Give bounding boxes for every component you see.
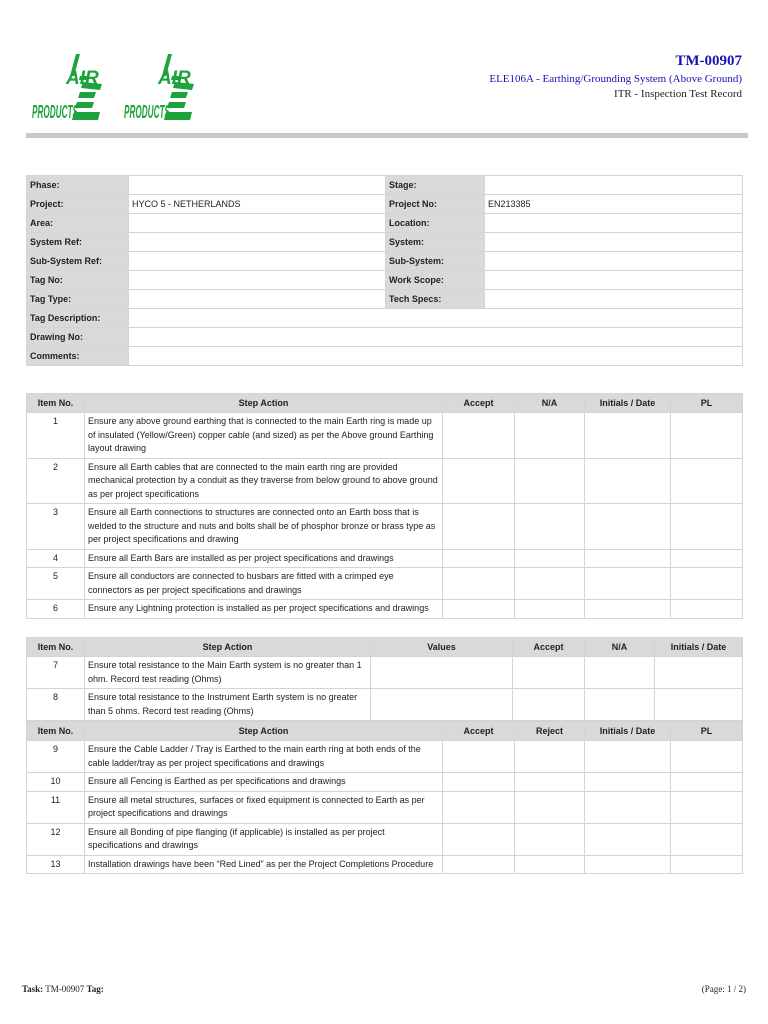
checklist-row — [27, 741, 743, 773]
item-number: 10 — [27, 773, 85, 792]
accept-cell[interactable] — [443, 413, 515, 459]
item-number: 2 — [27, 458, 85, 504]
form-type: ITR - Inspection Test Record — [614, 88, 742, 100]
header-divider — [26, 133, 748, 138]
column-header: Reject — [515, 722, 585, 741]
info-row — [27, 252, 743, 271]
info-row — [27, 328, 743, 347]
na-cell[interactable] — [585, 657, 655, 689]
na-cell[interactable] — [515, 458, 585, 504]
step-action-text: Ensure all conductors are connected to busbars are fitted with a crimped eye connectors as per project specifications and drawings — [85, 568, 443, 600]
column-header: Initials / Date — [585, 394, 671, 413]
item-number: 13 — [27, 855, 85, 874]
pl-cell[interactable] — [671, 773, 743, 792]
footer-task-value: TM-00907 — [45, 984, 85, 994]
na-cell[interactable] — [515, 600, 585, 619]
air-products-logo-2 — [122, 50, 200, 124]
initials-date-cell[interactable] — [585, 791, 671, 823]
info-label: Tag No: — [27, 271, 129, 290]
initials-date-cell[interactable] — [585, 773, 671, 792]
info-label: Area: — [27, 214, 129, 233]
info-value-field[interactable] — [129, 271, 386, 290]
project-info-table — [26, 175, 743, 366]
pl-cell[interactable] — [671, 855, 743, 874]
column-header: PL — [671, 722, 743, 741]
info-label: Project: — [27, 195, 129, 214]
reject-cell[interactable] — [515, 741, 585, 773]
column-header: Step Action — [85, 722, 443, 741]
item-number: 12 — [27, 823, 85, 855]
info-value-field[interactable]: HYCO 5 - NETHERLANDS — [129, 195, 386, 214]
checklist-row — [27, 773, 743, 792]
info-value-field[interactable] — [129, 347, 743, 366]
pl-cell[interactable] — [671, 549, 743, 568]
reject-cell[interactable] — [515, 773, 585, 792]
column-header: N/A — [515, 394, 585, 413]
document-code: TM-00907 — [675, 53, 742, 69]
column-header: Item No. — [27, 638, 85, 657]
info-label: Sub-System Ref: — [27, 252, 129, 271]
step-action-text: Ensure total resistance to the Main Earth system is no greater than 1 ohm. Record test reading (Ohms) — [85, 657, 371, 689]
initials-date-cell[interactable] — [585, 549, 671, 568]
info-value-field[interactable] — [485, 214, 743, 233]
initials-date-cell[interactable] — [655, 689, 743, 721]
checklist-row — [27, 791, 743, 823]
pl-cell[interactable] — [671, 600, 743, 619]
item-number: 7 — [27, 657, 85, 689]
pl-cell[interactable] — [671, 504, 743, 550]
step-action-text: Ensure the Cable Ladder / Tray is Earthed to the main earth ring at both ends of the cable ladder/tray as per project specifications and drawings — [85, 741, 443, 773]
step-action-text: Ensure any Lightning protection is installed as per project specifications and drawings — [85, 600, 443, 619]
footer-task — [22, 984, 104, 994]
info-row — [27, 176, 743, 195]
na-cell[interactable] — [515, 568, 585, 600]
column-header: Step Action — [85, 638, 371, 657]
pl-cell[interactable] — [671, 568, 743, 600]
values-cell[interactable] — [371, 657, 513, 689]
initials-date-cell[interactable] — [655, 657, 743, 689]
column-header: PL — [671, 394, 743, 413]
values-cell[interactable] — [371, 689, 513, 721]
document-subtitle: ELE106A - Earthing/Grounding System (Above Ground) — [489, 73, 742, 85]
info-row — [27, 271, 743, 290]
info-label: System: — [386, 233, 485, 252]
step-action-text: Ensure any above ground earthing that is connected to the main Earth ring is made up of insulated (Yellow/Green) copper cable (and sized) as per the Above ground Earthing layout drawing — [85, 413, 443, 459]
column-header: N/A — [585, 638, 655, 657]
footer-page-number: (Page: 1 / 2) — [701, 984, 746, 994]
accept-cell[interactable] — [443, 823, 515, 855]
info-value-field[interactable] — [129, 176, 386, 195]
item-number: 1 — [27, 413, 85, 459]
info-row — [27, 290, 743, 309]
pl-cell[interactable] — [671, 741, 743, 773]
info-label: Tag Type: — [27, 290, 129, 309]
info-value-field[interactable] — [485, 252, 743, 271]
item-number: 9 — [27, 741, 85, 773]
item-number: 8 — [27, 689, 85, 721]
pl-cell[interactable] — [671, 458, 743, 504]
column-header: Accept — [513, 638, 585, 657]
logo-products-text: PRODUCTS — [32, 102, 78, 122]
initials-date-cell[interactable] — [585, 823, 671, 855]
item-number: 11 — [27, 791, 85, 823]
info-label: Project No: — [386, 195, 485, 214]
na-cell[interactable] — [515, 413, 585, 459]
accept-cell[interactable] — [443, 855, 515, 874]
checklist-row — [27, 549, 743, 568]
step-action-text: Ensure all Earth connections to structures are connected onto an Earth boss that is welded to the structure and nuts and bolts shall be of phosphor bronze or brass type as per project specifications and drawing — [85, 504, 443, 550]
column-header: Item No. — [27, 722, 85, 741]
pl-cell[interactable] — [671, 413, 743, 459]
info-value-field[interactable] — [129, 328, 743, 347]
step-action-text: Ensure total resistance to the Instrument Earth system is no greater than 5 ohms. Record test reading (Ohms) — [85, 689, 371, 721]
na-cell[interactable] — [515, 504, 585, 550]
checklist-row — [27, 458, 743, 504]
reject-cell[interactable] — [515, 823, 585, 855]
info-value-field[interactable] — [129, 252, 386, 271]
accept-cell[interactable] — [443, 741, 515, 773]
checklist-row — [27, 600, 743, 619]
checklist-row — [27, 689, 743, 721]
column-header: Step Action — [85, 394, 443, 413]
info-value-field[interactable] — [129, 214, 386, 233]
accept-cell[interactable] — [443, 549, 515, 568]
column-header: Accept — [443, 394, 515, 413]
accept-cell[interactable] — [443, 458, 515, 504]
info-label: Stage: — [386, 176, 485, 195]
checklist-row — [27, 657, 743, 689]
info-label: Sub-System: — [386, 252, 485, 271]
column-header: Accept — [443, 722, 515, 741]
checklist-row — [27, 823, 743, 855]
info-value-field[interactable]: EN213385 — [485, 195, 743, 214]
info-value-field[interactable] — [485, 176, 743, 195]
checklist-table-2 — [26, 637, 743, 721]
info-label: Phase: — [27, 176, 129, 195]
accept-cell[interactable] — [443, 568, 515, 600]
item-number: 3 — [27, 504, 85, 550]
info-label: Tag Description: — [27, 309, 129, 328]
accept-cell[interactable] — [513, 689, 585, 721]
item-number: 6 — [27, 600, 85, 619]
info-label: System Ref: — [27, 233, 129, 252]
info-label: Comments: — [27, 347, 129, 366]
info-value-field[interactable] — [129, 290, 386, 309]
item-number: 4 — [27, 549, 85, 568]
accept-cell[interactable] — [443, 600, 515, 619]
initials-date-cell[interactable] — [585, 458, 671, 504]
info-label: Location: — [386, 214, 485, 233]
step-action-text: Ensure all Bonding of pipe flanging (if applicable) is installed as per project specifications and drawings — [85, 823, 443, 855]
accept-cell[interactable] — [443, 773, 515, 792]
pl-cell[interactable] — [671, 823, 743, 855]
step-action-text: Ensure all Earth cables that are connected to the main earth ring are provided mechanical protection by a conduit as they traverse from below ground to above ground as per project specifications — [85, 458, 443, 504]
info-row — [27, 214, 743, 233]
initials-date-cell[interactable] — [585, 568, 671, 600]
logo-products-text: PRODUCTS — [124, 102, 170, 122]
air-products-logo-1 — [30, 50, 108, 124]
info-value-field[interactable] — [129, 233, 386, 252]
checklist-row — [27, 504, 743, 550]
na-cell[interactable] — [515, 549, 585, 568]
info-label: Tech Specs: — [386, 290, 485, 309]
initials-date-cell[interactable] — [585, 600, 671, 619]
initials-date-cell[interactable] — [585, 504, 671, 550]
info-row — [27, 233, 743, 252]
step-action-text: Ensure all metal structures, surfaces or fixed equipment is connected to Earth as per project specifications and drawings — [85, 791, 443, 823]
checklist-row — [27, 855, 743, 874]
logo-air-text: AIR — [66, 68, 99, 89]
initials-date-cell[interactable] — [585, 855, 671, 874]
checklist-row — [27, 568, 743, 600]
reject-cell[interactable] — [515, 791, 585, 823]
footer-tag-label: Tag: — [86, 984, 104, 994]
column-header: Values — [371, 638, 513, 657]
logo-air-text: AIR — [158, 68, 191, 89]
checklist-table-3 — [26, 721, 743, 874]
initials-date-cell[interactable] — [585, 741, 671, 773]
accept-cell[interactable] — [443, 791, 515, 823]
info-value-field[interactable] — [129, 309, 743, 328]
column-header: Initials / Date — [585, 722, 671, 741]
info-label: Work Scope: — [386, 271, 485, 290]
accept-cell[interactable] — [443, 504, 515, 550]
info-value-field[interactable] — [485, 271, 743, 290]
info-row — [27, 347, 743, 366]
item-number: 5 — [27, 568, 85, 600]
step-action-text: Ensure all Earth Bars are installed as per project specifications and drawings — [85, 549, 443, 568]
pl-cell[interactable] — [671, 791, 743, 823]
footer-task-label: Task: — [22, 984, 44, 994]
accept-cell[interactable] — [513, 657, 585, 689]
checklist-row — [27, 413, 743, 459]
column-header: Item No. — [27, 394, 85, 413]
column-header: Initials / Date — [655, 638, 743, 657]
info-value-field[interactable] — [485, 233, 743, 252]
step-action-text: Installation drawings have been “Red Lined” as per the Project Completions Procedure — [85, 855, 443, 874]
reject-cell[interactable] — [515, 855, 585, 874]
checklist-table-1 — [26, 393, 743, 619]
info-label: Drawing No: — [27, 328, 129, 347]
initials-date-cell[interactable] — [585, 413, 671, 459]
step-action-text: Ensure all Fencing is Earthed as per specifications and drawings — [85, 773, 443, 792]
info-row — [27, 309, 743, 328]
info-row — [27, 195, 743, 214]
na-cell[interactable] — [585, 689, 655, 721]
info-value-field[interactable] — [485, 290, 743, 309]
document-header — [489, 52, 742, 102]
